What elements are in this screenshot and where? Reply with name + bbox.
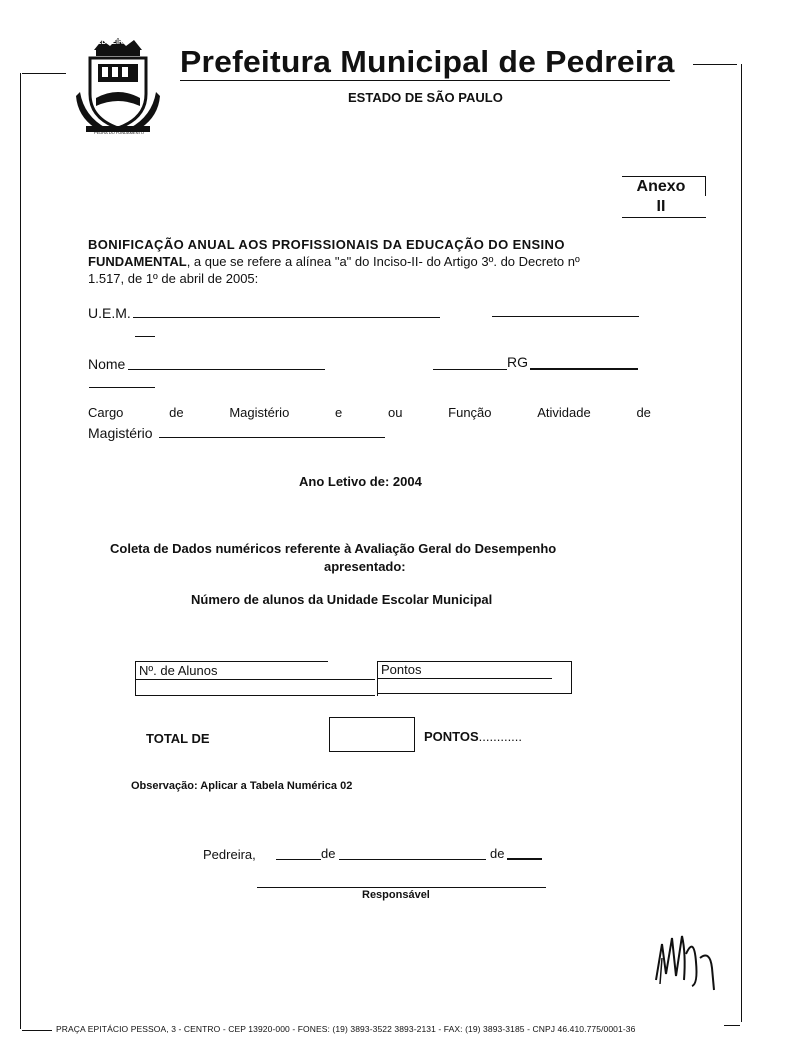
nome-label: Nome	[88, 356, 126, 372]
responsavel-label: Responsável	[362, 889, 430, 901]
signature-line[interactable]	[257, 887, 546, 888]
table-header-rule-2	[378, 678, 552, 679]
table-cell-pontos-value[interactable]	[379, 680, 569, 692]
crest-label: PEDREIRA	[92, 39, 129, 46]
city-label: Pedreira,	[203, 847, 256, 862]
annex-label: Anexo	[636, 178, 686, 195]
crest-motto: PEDRA DO FUNDAMENTO	[94, 130, 144, 135]
table-header-rule	[135, 679, 375, 680]
nome-field-line[interactable]	[128, 369, 325, 370]
year-field-line[interactable]	[507, 858, 542, 860]
footer-rule-left	[22, 1030, 52, 1031]
table-top-rule	[135, 661, 328, 662]
intro-line-1: BONIFICAÇÃO ANUAL AOS PROFISSIONAIS DA EDUCAÇÃO DO ENSINO	[88, 237, 565, 252]
table-header-alunos: Nº. de Alunos	[139, 663, 218, 678]
intro-line-2-rest: , a que se refere a alínea "a" do Inciso-II- do Artigo 3º. do Decreto nº	[186, 254, 580, 269]
total-label: TOTAL DE	[146, 731, 210, 746]
numero-title: Número de alunos da Unidade Escolar Municipal	[191, 592, 493, 607]
header-rule-right	[693, 64, 737, 65]
total-pontos-text: PONTOS	[424, 729, 479, 744]
date-de-2: de	[490, 846, 505, 861]
observacao-note: Observação: Aplicar a Tabela Numérica 02	[131, 780, 353, 792]
total-pontos-dots: ............	[478, 729, 523, 744]
coleta-line-1: Coleta de Dados numéricos referente à Avaliação Geral do Desempenho	[110, 541, 557, 556]
header-rule-left	[22, 73, 66, 74]
nome-field-line-2[interactable]	[433, 369, 507, 370]
month-field-line[interactable]	[339, 859, 486, 860]
cargo-field-line[interactable]	[159, 437, 385, 438]
footer-rule-right	[724, 1025, 740, 1026]
cargo-line-1	[88, 405, 651, 420]
title-underline	[180, 80, 670, 81]
table-cell-alunos-value[interactable]	[137, 681, 375, 694]
total-box[interactable]	[329, 717, 415, 752]
table-bottom-rule	[135, 695, 375, 696]
annex-rule-side	[705, 176, 706, 196]
rg-field-line[interactable]	[530, 368, 638, 370]
intro-fundamental: FUNDAMENTAL	[88, 254, 187, 269]
municipal-crest	[76, 36, 160, 140]
date-de-1: de	[321, 846, 336, 861]
annex-number: II	[656, 198, 666, 215]
rg-label: RG	[507, 354, 528, 370]
cargo-word: Função	[448, 405, 492, 420]
page-subtitle: ESTADO DE SÃO PAULO	[348, 90, 503, 105]
intro-line-2	[88, 254, 580, 269]
cargo-word: Magistério	[229, 405, 290, 420]
cargo-line-2: Magistério	[88, 425, 153, 441]
page-border-left	[20, 73, 21, 1029]
footer-address: PRAÇA EPITÁCIO PESSOA, 3 - CENTRO - CEP 13920-000 - FONES: (19) 3893-3522 3893-2131 - FAX: (19) 3893-3185 - CNPJ 46.410.775/0001-36	[56, 1024, 636, 1034]
uem-field-line-3[interactable]	[135, 336, 155, 337]
nome-field-line-3[interactable]	[89, 387, 155, 388]
page-border-right	[741, 64, 742, 1022]
uem-label: U.E.M.	[88, 305, 131, 321]
annex-rule-bottom	[622, 217, 706, 218]
table-header-pontos: Pontos	[381, 662, 422, 677]
intro-line-3: 1.517, de 1º de abril de 2005:	[88, 271, 259, 286]
day-field-line[interactable]	[276, 859, 321, 860]
total-pontos-label	[424, 729, 522, 744]
cargo-word: de	[636, 405, 651, 420]
table-right-border	[571, 661, 572, 694]
table-bottom-rule-2	[378, 693, 572, 694]
coleta-line-2: apresentado:	[324, 559, 406, 574]
cargo-word: Atividade	[537, 405, 591, 420]
annex-rule-top	[622, 176, 706, 177]
cargo-word: Cargo	[88, 405, 124, 420]
cargo-word: e	[335, 405, 343, 420]
cargo-word: ou	[387, 405, 403, 420]
page-title: Prefeitura Municipal de Pedreira	[180, 44, 675, 79]
handwritten-initials	[652, 924, 718, 994]
uem-field-line-2[interactable]	[492, 316, 639, 317]
ano-letivo: Ano Letivo de: 2004	[299, 474, 422, 489]
uem-field-line[interactable]	[133, 317, 440, 318]
cargo-word: de	[169, 405, 184, 420]
